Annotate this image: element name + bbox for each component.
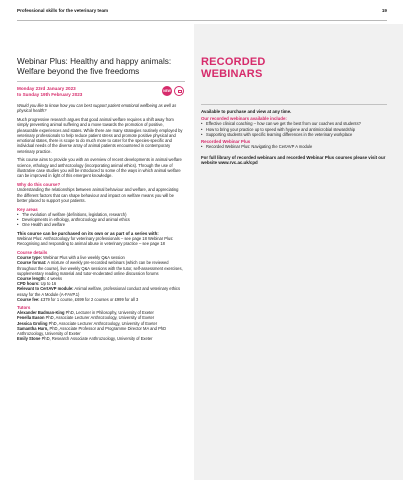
detail-cpd-hours: CPD hours: Up to 16 bbox=[17, 281, 57, 287]
key-areas-list bbox=[17, 212, 185, 228]
detail-course-format: Course format: A mixture of weekly pre-recorded webinars (which can be reviewed throughout the course), live weekly Q&A sessions with the tutor, self-assessment exercises, supplementary reading material and tutor-moderated online discussion forums bbox=[17, 260, 183, 276]
course-dates bbox=[17, 86, 185, 97]
why-heading: Why do this course? bbox=[17, 182, 61, 188]
tutor-entry: Samantha Hurn, PhD, Associate Professor and Programme Director MA and PhD Anthrozoology, University of Exeter bbox=[17, 325, 167, 337]
course-details-heading: Course details bbox=[17, 249, 48, 255]
course-description-2: This course aims to provide you with an overview of recent developments in animal welfare science, ethology and anthrozoology (incorporating animal ethics). Through the use of illustrative case studies you will be introduced to some of the ways in which animal welfare can be improved in light of this emergent knowledge. bbox=[17, 157, 182, 179]
course-column bbox=[17, 57, 185, 341]
series-text: Webinar Plus: Anthrozoology for veterinary professionals – see page 18 Webinar Plus: Recognising and responding to animal abuse in veterinary practice – see page 18 bbox=[17, 235, 174, 247]
recorded-include-heading: Our recorded webinars available include: bbox=[201, 116, 287, 121]
list-item: • Effective clinical coaching – how can we get the best from our coaches and students? bbox=[201, 121, 387, 126]
date-start: Monday 23rd January 2023 bbox=[17, 86, 76, 91]
intro-question: Would you like to know how you can best support patient emotional wellbeing as well as physical health? bbox=[17, 103, 177, 114]
series-heading: This course can be purchased on its own or as part of a series with: bbox=[17, 230, 159, 236]
recorded-divider bbox=[201, 104, 387, 105]
date-row bbox=[17, 86, 185, 100]
tutor-entry: Alexander Badman-King PhD, Lecturer in Philosophy, University of Exeter bbox=[17, 310, 154, 316]
list-item: • Developments in ethology, anthrozoology and animal ethics bbox=[17, 217, 185, 222]
recorded-webinars-list bbox=[201, 121, 387, 137]
running-title: Professional skills for the veterinary team bbox=[17, 8, 109, 13]
course-description-1: Much progressive research argues that good animal welfare requires a shift away from simply preventing animal suffering and a move towards the promotion of positive, pleasurable experiences and states. While there are many strategies routinely employed by veterinary professionals to help reduce patient stress and promote positive physical and emotional states, there is scope to do much more to cater for the species-specific and individual needs of the diverse array of animal patients encountered in contemporary veterinary practice. bbox=[17, 116, 183, 154]
header-divider bbox=[17, 20, 387, 21]
recorded-plus-heading: Recorded Webinar Plus bbox=[201, 139, 251, 145]
key-areas-heading: Key areas bbox=[17, 206, 38, 212]
title-divider bbox=[17, 81, 185, 82]
tutor-entry: Fenella Eason PhD, Associate Lecturer Anthrozoology, University of Exeter bbox=[17, 315, 155, 321]
detail-certavp-module: Relevant to CertAVP module: Animal welfare, professional conduct and veterinary ethics essay for the A Module (A-FAVP.1) bbox=[17, 286, 180, 297]
list-item: • Recorded Webinar Plus: Navigating the CertAVP A module bbox=[201, 144, 387, 149]
list-item: • The evolution of welfare (definitions, legislation, research) bbox=[17, 212, 185, 217]
detail-course-fee: Course fee: £379 for 1 course, £699 for 2 courses or £999 for all 3 bbox=[17, 296, 139, 302]
recorded-webinars-column bbox=[201, 57, 387, 165]
list-item: • One Health and welfare bbox=[17, 222, 185, 227]
recorded-plus-list bbox=[201, 144, 387, 149]
webinar-screen-icon bbox=[174, 86, 184, 96]
page-header bbox=[17, 8, 387, 20]
availability-note: Available to purchase and view at any time. bbox=[201, 108, 292, 114]
new-badge: NEW bbox=[162, 86, 172, 96]
recorded-webinars-heading: RECORDED WEBINARS bbox=[201, 56, 266, 80]
tutor-entry: Jessica Groling PhD, Associate Lecturer Anthrozoology, University of Exeter bbox=[17, 320, 158, 326]
page-number: 19 bbox=[381, 8, 387, 13]
course-title: Webinar Plus: Healthy and happy animals: Welfare beyond the five freedoms bbox=[17, 57, 172, 77]
tutors-list bbox=[17, 310, 185, 341]
tutor-entry: Emily Stone PhD, Research Associate Anthrozoology, University of Exeter bbox=[17, 336, 153, 342]
date-end: to Sunday 19th February 2023 bbox=[17, 91, 83, 97]
detail-course-length: Course length: 4 weeks bbox=[17, 275, 63, 281]
list-item: • How to bring your practice up to speed with hygiene and antimicrobial stewardship bbox=[201, 127, 387, 132]
tutors-heading: Tutors bbox=[17, 304, 31, 310]
detail-course-type: Course type: Webinar Plus with a live weekly Q&A session bbox=[17, 255, 125, 261]
full-library-note: For full library of recorded webinars and recorded Webinar Plus courses please visit our website www.rvc.ac.uk/cpd bbox=[201, 154, 386, 166]
why-text: Understanding the relationships between animal behaviour and welfare, and appreciating the different factors that can shape behaviour and impact on welfare means you will be better placed to support your patients. bbox=[17, 187, 179, 203]
list-item: • Supporting students with specific learning differences in the veterinary workplace bbox=[201, 132, 387, 137]
course-details bbox=[17, 255, 185, 302]
